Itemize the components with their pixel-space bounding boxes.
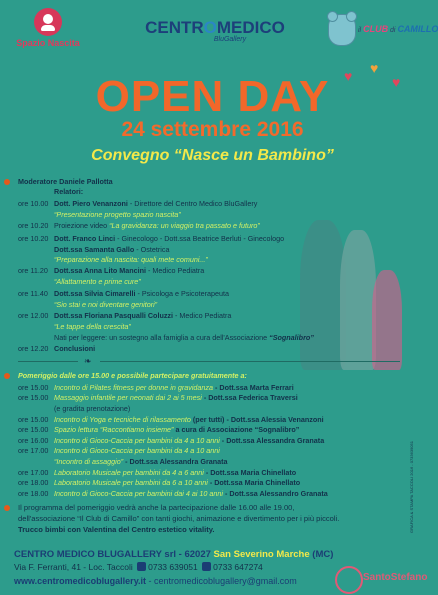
heart-icon: ♥ [344,68,353,84]
closing-text: Il programma del pomeriggio vedrà anche la partecipazione dalle 16.00 alle 19.00, [18,503,295,513]
program-row [0,198,420,209]
afternoon-text [54,477,300,488]
footer-province: (MC) [309,549,334,560]
program-time: ore 11.40 [18,288,48,298]
afternoon-text [54,488,328,499]
program-row [0,254,420,265]
footer-phone2: 0733 647274 [213,562,263,572]
afternoon-time: ore 16.00 [18,435,49,445]
afternoon-time: ore 18.00 [18,488,49,498]
sponsor-icon [335,566,363,594]
afternoon-main: Incontro di Gioco-Caccia per bambini da 4 a 10 anni [54,435,220,445]
bullet-icon [4,505,10,511]
event-date: 24 settembre 2016 [121,118,304,141]
afternoon-extra: - Dott.ssa Maria Chinellato [203,467,297,477]
centro-medico-logo [140,18,290,43]
afternoon-extra: - Dott.ssa Alessandro Granata [223,488,328,498]
afternoon-row [0,382,420,393]
program-row [0,209,420,220]
afternoon-extra: - Dott.ssa Alessandra Granata [219,435,325,445]
afternoon-time: ore 17.00 [18,446,49,456]
program-text [54,276,141,287]
afternoon-main: Incontro di Gioco-Caccia per bambini dai 4 ai 10 anni [54,488,224,498]
closing-text: Trucco bimbi con Valentina del Centro estetico vitality. [18,525,215,535]
club-name: CAMILLO [397,24,438,34]
closing-row [0,513,420,524]
afternoon-row [0,392,420,403]
separator-icon: ❧ [84,355,92,366]
footer-address-line [14,562,263,572]
program-main: “Allattamento e prime cure” [54,277,141,287]
afternoon-text [54,392,298,403]
spazio-nascita-logo [8,8,88,48]
afternoon-time: ore 17.00 [18,467,49,477]
footer-company-line [14,549,333,560]
program-extra: - Medico Pediatra [173,311,232,320]
page-title: OPEN DAY [95,72,330,121]
afternoon-main: Incontro di Pilates fitness per donne in gravidanza [54,382,214,392]
afternoon-text [54,445,220,456]
afternoon-extra: - Dott.ssa Marta Ferrari [213,382,294,392]
program-main: “Sio stai e noi diventare genitori” [54,299,158,309]
closing-row [0,524,420,535]
afternoon-main: Laboratorio Musicale per bambini da 6 a 10 anni [54,478,208,488]
program-extra: - Ostetrica [134,244,170,254]
afternoon-extra: - Dott.ssa Maria Chinellato [207,478,301,488]
afternoon-text [54,382,294,393]
footer-city: San Severino Marche [213,549,310,560]
program-text [54,265,204,276]
afternoon-row [0,456,420,467]
program-text [54,310,231,321]
program-main: Conclusioni [54,343,96,353]
program-row [0,276,420,287]
phone-icon [137,562,146,571]
program-row [0,265,420,276]
program-extra: “La gravidanza: un viaggio tra passato e futuro” [107,221,260,231]
program-text [54,321,131,332]
separator-line [18,361,78,362]
program-main: “Preparazione alla nascita: quali mete comuni...” [54,255,208,264]
bear-icon [328,14,356,46]
afternoon-row [0,477,420,488]
program-extra: - Medico Pediatra [145,266,205,276]
bullet-icon [4,373,10,379]
program-row [0,288,420,299]
footer-phone1: 0733 639051 [148,562,198,572]
program-main: “Le tappe della crescita” [54,322,131,332]
afternoon-extra: - Dott.ssa Alessandra Granata [123,457,228,466]
afternoon-time: ore 15.00 [18,393,49,403]
moderatore: Moderatore Daniele Pallotta [18,177,113,186]
afternoon-extra: a cura di Associazione “Sognalibro” [173,425,300,435]
afternoon-main: Spazio lettura “Raccontiamo insieme” [54,425,174,435]
program-time: ore 10.20 [18,221,49,231]
club-mid: di [390,27,396,34]
program-main: Proiezione video [54,221,108,231]
fax-icon [202,562,211,571]
program-row [0,321,420,332]
program-row [0,343,420,354]
logo-word-b: MEDICO [216,18,285,37]
afternoon-extra: (per tutti) - Dott.ssa Alessia Venanzoni [190,414,324,424]
afternoon-row [0,435,420,446]
afternoon-intro-row [0,370,420,381]
afternoon-main: (e gradita prenotazione) [54,404,131,413]
program-main: “Presentazione progetto spazio nascita” [54,210,181,220]
program-row [0,233,420,244]
program-text [54,220,260,231]
afternoon-text [54,467,296,478]
afternoon-text [54,424,299,435]
separator-line [100,361,400,362]
program-main: Dott.ssa Samanta Gallo [54,244,135,254]
spazio-nascita-label: Spazio Nascita [16,38,80,48]
club-pre: il [358,27,362,34]
program-time: ore 11.20 [18,266,48,276]
club-word: CLUB [363,24,389,34]
heart-icon: ♥ [370,60,379,76]
program-text [54,343,95,354]
program-main: Dott.ssa Floriana Pasqualli Coluzzi [54,311,174,320]
afternoon-time: ore 15.00 [18,414,49,424]
afternoon-main: Incontro di Gioco-Caccia per bambini da 4 a 10 anni [54,446,220,456]
heart-icon: ♥ [392,74,401,90]
logo-word-o: O [203,18,217,37]
mother-child-icon [34,8,62,36]
afternoon-intro: Pomeriggio dalle ore 15.00 e possibile partecipare gratuitamente a: [18,370,247,380]
afternoon-main: Laboratorio Musicale per bambini da 4 a 6 anni [54,467,204,477]
program-text [54,198,257,209]
program-row [0,299,420,310]
footer-email-link[interactable]: - centromedicoblugallery@gmail.com [146,576,297,586]
afternoon-extra: - Dott.ssa Federica Traversi [201,393,298,403]
afternoon-row [0,488,420,499]
footer-web-line [14,576,297,586]
afternoon-text [54,435,324,446]
logo-word-a: CENTR [145,18,204,37]
program-extra: - Direttore del Centro Medico BluGallery [127,199,258,208]
program-main: Dott. Franco Linci [54,233,116,243]
program-text [54,254,208,265]
program-time: ore 10.00 [18,199,49,208]
program-row [0,310,420,321]
program-text [54,299,157,310]
program-text [54,288,229,299]
logo-sub: BluGallery [213,36,247,43]
program-time: ore 12.20 [18,343,49,353]
program-main: Dott. Piero Venanzoni [54,199,128,208]
afternoon-row [0,424,420,435]
footer [0,548,428,595]
program-text [54,209,181,220]
program-text [54,233,284,244]
afternoon-main: Incontro di Yoga e tecniche di rilassamento [54,414,191,424]
afternoon-row [0,414,420,425]
afternoon-time: ore 18.00 [18,478,49,488]
program-extra: - Ginecologo - Dott.ssa Beatrice Berluti - Ginecologo [115,233,285,243]
footer-address: Via F. Ferranti, 41 - Loc. Taccoli [14,562,133,572]
closing-text: dell'associazione “Il Club di Camillo” con tanti giochi, animazione e divertimento per i più piccoli. [18,514,340,524]
program-extra: - Psicologa e Psicoterapeuta [135,288,229,298]
side-credit-text: GRAFICA & STAMPA TACCOLI 2016 - 0733639051 [409,441,414,533]
bullet-icon [4,179,10,185]
program-time: ore 10.20 [18,233,49,243]
footer-website-link[interactable]: www.centromedicoblugallery.it [14,576,147,586]
footer-company: CENTRO MEDICO BLUGALLERY [14,549,162,560]
program-main: Dott.ssa Silvia Cimarelli [54,288,136,298]
afternoon-time: ore 15.00 [18,425,49,435]
program-extra: “Sognalibro” [269,333,314,343]
afternoon-text [54,403,130,414]
convegno-title: Convegno “Nasce un Bambino” [91,147,334,164]
afternoon-row [0,403,420,414]
program-main: Nati per leggere: un sostegno alla famiglia a cura dell'Associazione [54,333,270,343]
program-row [0,220,420,231]
program-time: ore 12.00 [18,311,49,320]
afternoon-time: ore 15.00 [18,382,49,392]
side-credit [407,438,419,538]
afternoon-main: “Incontro di assaggio” [54,457,124,466]
afternoon-text [54,414,324,425]
closing-row [0,502,420,513]
sponsor-name: SantoStefano [363,572,428,583]
relatori-label: Relatori: [54,187,84,196]
program-main: Dott.ssa Anna Lito Mancini [54,266,146,276]
footer-company-suffix: srl - 62027 [161,549,214,560]
afternoon-main: Massaggio infantile per neonati dai 2 ai 5 mesi [54,393,202,403]
afternoon-row [0,445,420,456]
afternoon-row [0,467,420,478]
afternoon-text [54,456,228,467]
